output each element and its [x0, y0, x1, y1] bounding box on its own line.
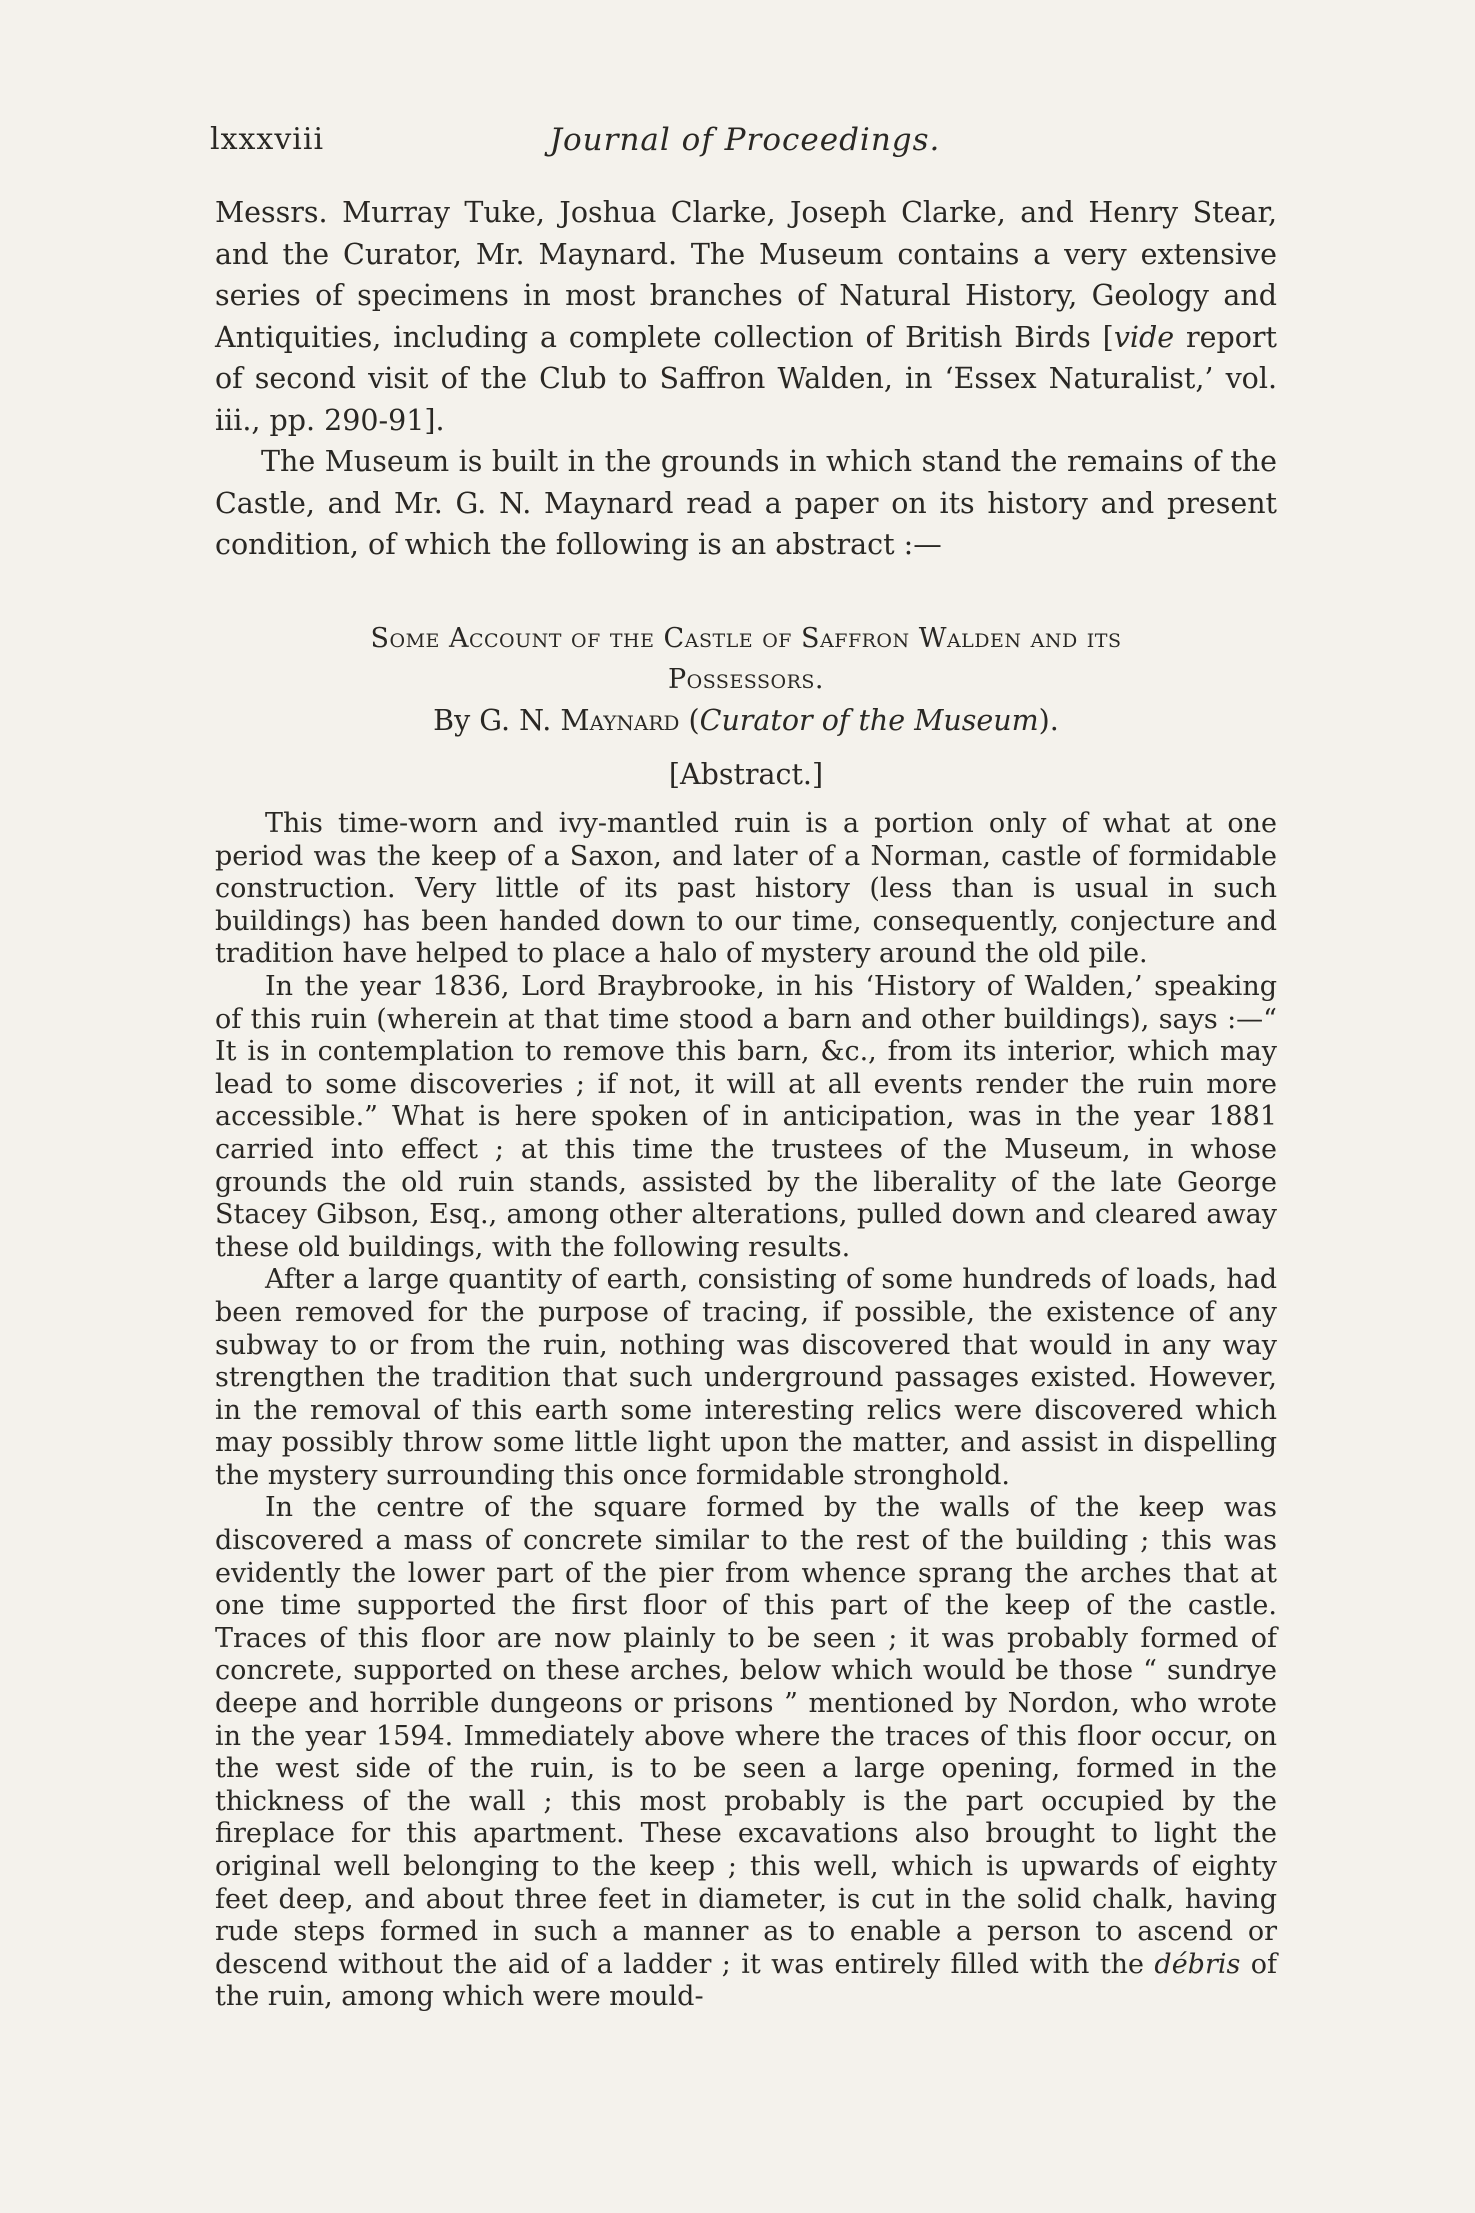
article-title-line-2: Possessors. — [668, 664, 824, 695]
body-paragraph-1: This time-worn and ivy-mantled ruin is a portion only of what at one period was the keep of a Saxon, and later of a Norman, castle of formidable construction. Very little of its past history (less than is usual in such buildings) has been handed down to our time, consequently, conjecture and tradition have helped to place a halo of mystery around the old pile. — [215, 808, 1277, 970]
byline-paren-open: ( — [679, 704, 700, 737]
running-title: Journal of Proceedings. — [549, 122, 941, 158]
intro-p1-text-cont: report of second visit of the Club to Saffron Walden, in ‘Essex Naturalist,’ vol. iii., pp. 290-91]. — [215, 320, 1277, 437]
byline-role: Curator of the Museum — [699, 704, 1039, 737]
article-title — [215, 618, 1277, 700]
abstract-label: [Abstract.] — [668, 758, 824, 791]
intro-p1-text: Messrs. Murray Tuke, Joshua Clarke, Joseph Clarke, and Henry Stear, and the Curator, Mr. Maynard. The Museum contains a very extensive series of specimens in most branches of Natural History, Geology and Antiquities, including a complete collection of British Birds [ — [215, 196, 1277, 354]
body-paragraph-3: After a large quantity of earth, consisting of some hundreds of loads, had been removed for the purpose of tracing, if possible, the existence of any subway to or from the ruin, nothing was discovered that would in any way strengthen the tradition that such underground passages existed. However, in the removal of this earth some interesting relics were discovered which may possibly throw some little light upon the matter, and assist in dispelling the mystery surrounding this once formidable stronghold. — [215, 1264, 1277, 1491]
page-number: lxxxviii — [210, 122, 325, 157]
intro-paragraph-2: The Museum is built in the grounds in which stand the remains of the Castle, and Mr. G. N. Maynard read a paper on its history and present condition, of which the following is an abstract :— — [215, 445, 1277, 561]
body-paragraph-4 — [215, 1492, 1277, 2014]
vide-italic: vide — [1113, 320, 1175, 354]
byline-prefix: By — [433, 704, 480, 737]
body-paragraph-2: In the year 1836, Lord Braybrooke, in his ‘History of Walden,’ speaking of this ruin (wherein at that time stood a barn and other buildings), says :—“ It is in contemplation to remove this barn, &c., from its interior, which may lead to some discoveries ; if not, it will at all events render the ruin more accessible.” What is here spoken of in anticipation, was in the year 1881 carried into effect ; at this time the trustees of the Museum, in whose grounds the old ruin stands, assisted by the liberality of the late George Stacey Gibson, Esq., among other alterations, pulled down and cleared away these old buildings, with the following results. — [215, 970, 1277, 1263]
page-header — [210, 122, 1280, 166]
intro-paragraph-1 — [215, 192, 1277, 441]
debris-italic: débris — [1154, 1948, 1241, 1980]
byline-author: G. N. Maynard — [479, 704, 680, 737]
body-p4-text-cont: of the ruin, among which were mould- — [215, 1948, 1277, 2013]
byline-paren-close: ). — [1038, 704, 1059, 737]
article-byline — [215, 701, 1277, 741]
article-title-line-1: Some Account of the Castle of Saffron Walden and its — [370, 623, 1122, 654]
body-p4-text: In the centre of the square formed by the walls of the keep was discovered a mass of concrete similar to the rest of the building ; this was evidently the lower part of the pier from whence sprang the arches that at one time supported the first floor of this part of the keep of the castle. Traces of this floor are now plainly to be seen ; it was probably formed of concrete, supported on these arches, below which would be those “ sundrye deepe and horrible dungeons or prisons ” mentioned by Nordon, who wrote in the year 1594. Immediately above where the traces of this floor occur, on the west side of the ruin, is to be seen a large opening, formed in the thickness of the wall ; this most probably is the part occupied by the fireplace for this apartment. These excavations also brought to light the original well belonging to the keep ; this well, which is upwards of eighty feet deep, and about three feet in diameter, is cut in the solid chalk, having rude steps formed in such a manner as to enable a person to ascend or descend without the aid of a ladder ; it was entirely filled with the — [215, 1492, 1277, 1980]
article-body — [215, 808, 1277, 2014]
intro-text — [215, 192, 1277, 566]
